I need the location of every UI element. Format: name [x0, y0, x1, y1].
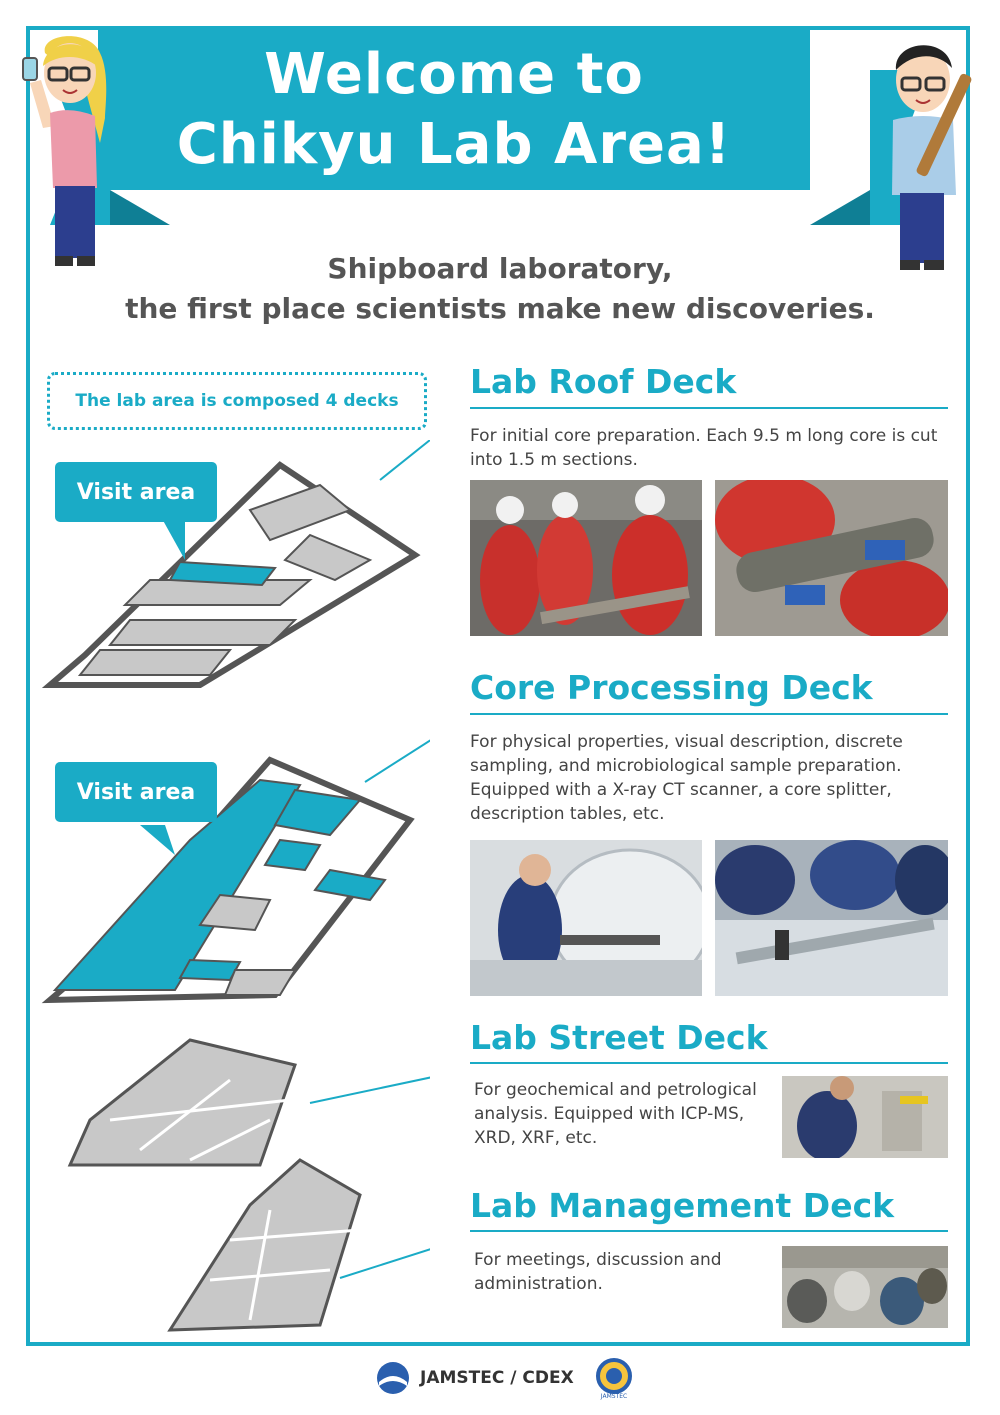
deck-desc-lab-street: For geochemical and petrological analysis. Equipped with ICP-MS, XRD, XRF, etc.	[474, 1080, 757, 1148]
deck-title-core-processing: Core Processing Deck	[470, 668, 873, 707]
banner-title-line1: Welcome to	[264, 42, 644, 107]
photo-description-tables	[715, 840, 948, 996]
photo-meeting-room	[782, 1246, 948, 1328]
divider	[470, 1062, 948, 1064]
banner-title-line2: Chikyu Lab Area!	[176, 112, 732, 177]
footer-org: JAMSTEC / CDEX	[420, 1368, 574, 1388]
divider	[470, 713, 948, 715]
deck-desc-lab-management: For meetings, discussion and administration.	[474, 1250, 722, 1294]
deck-title-roof: Lab Roof Deck	[470, 362, 737, 401]
lab-street-deck-plan	[70, 1040, 295, 1165]
info-box: The lab area is composed 4 decks	[47, 372, 427, 430]
deck-title-lab-street: Lab Street Deck	[470, 1018, 768, 1057]
lab-management-deck-plan	[170, 1160, 360, 1330]
deck-title-lab-management: Lab Management Deck	[470, 1186, 895, 1225]
photo-geochemical-lab	[782, 1076, 948, 1158]
female-scientist-illustration	[15, 28, 115, 273]
cdex-logo-icon	[592, 1356, 636, 1400]
photo-core-section	[715, 480, 948, 636]
subtitle-line1: Shipboard laboratory,	[327, 252, 673, 285]
photo-core-cutting-team	[470, 480, 702, 636]
divider	[470, 1230, 948, 1232]
jamstec-logo-icon	[375, 1360, 411, 1396]
deck-desc-roof: For initial core preparation. Each 9.5 m long core is cut into 1.5 m sections.	[470, 426, 938, 470]
photo-ct-scanner	[470, 840, 702, 996]
banner-title	[98, 30, 810, 190]
divider	[470, 407, 948, 409]
subtitle-line2: the first place scientists make new discoveries.	[125, 292, 875, 325]
male-scientist-illustration	[878, 30, 978, 275]
cdex-logo-text: JAMSTEC	[600, 1393, 628, 1400]
visit-area-label-roof: Visit area	[55, 462, 217, 522]
deck-desc-core-processing: For physical properties, visual description, discrete sampling, and microbiological sample preparation. Equipped with a X-ray CT scanner, a core splitter, description tables, etc.	[470, 732, 903, 824]
deck-floor-plans	[30, 440, 430, 1360]
visit-area-label-core: Visit area	[55, 762, 217, 822]
